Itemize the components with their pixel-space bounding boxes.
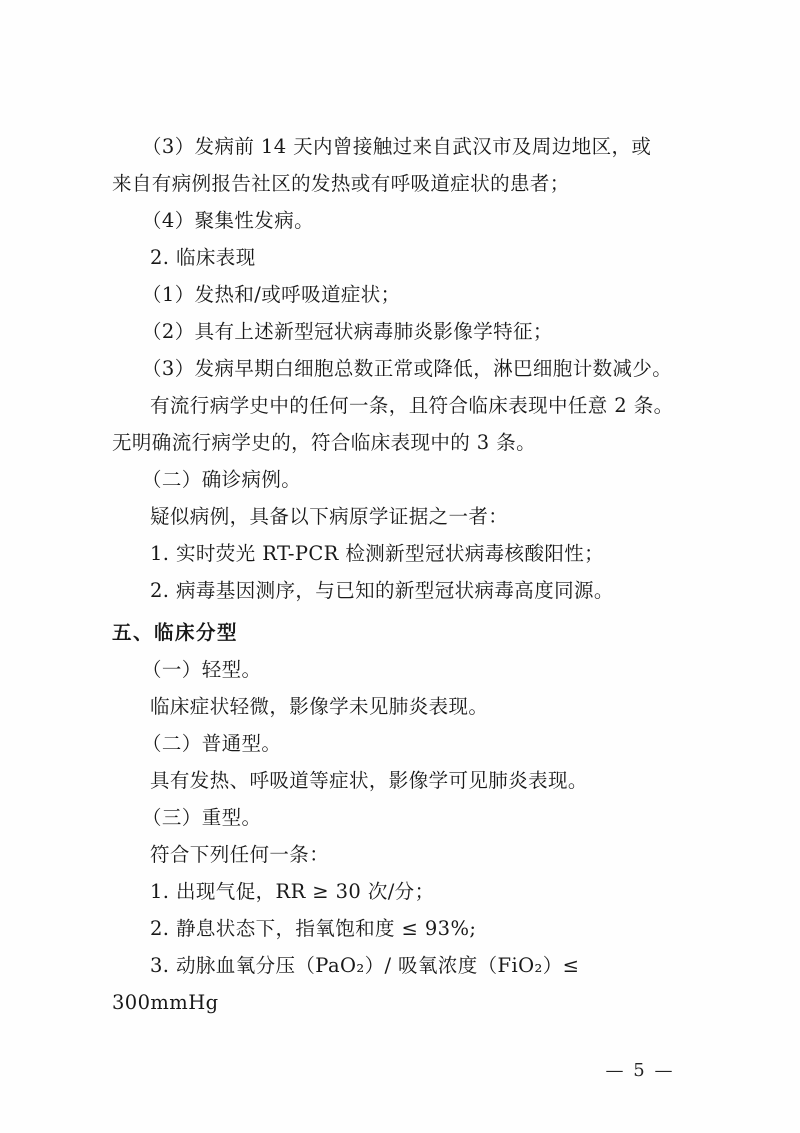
paragraph-line: （二）普通型。 [142, 732, 282, 755]
paragraph-line: 有流行病学史中的任何一条，且符合临床表现中任意 2 条。 [150, 394, 674, 417]
paragraph-line: 2. 临床表现 [150, 246, 256, 269]
paragraph-line: （3）发病前 14 天内曾接触过来自武汉市及周边地区，或 [142, 135, 652, 158]
page-number: — 5 — [605, 1060, 675, 1081]
paragraph-line: （一）轻型。 [142, 658, 262, 681]
paragraph-line: （1）发热和/或呼吸道症状； [142, 283, 401, 306]
paragraph-line: 1. 实时荧光 RT-PCR 检测新型冠状病毒核酸阳性； [150, 542, 605, 565]
paragraph-line: 临床症状轻微，影像学未见肺炎表现。 [150, 695, 489, 718]
paragraph-line: （3）发病早期白细胞总数正常或降低，淋巴细胞计数减少。 [142, 357, 673, 380]
paragraph-line: 来自有病例报告社区的发热或有呼吸道症状的患者； [112, 172, 570, 195]
paragraph-line: （2）具有上述新型冠状病毒肺炎影像学特征； [142, 320, 553, 343]
paragraph-line: 1. 出现气促，RR ≥ 30 次/分； [150, 880, 435, 903]
paragraph-line: 2. 静息状态下，指氧饱和度 ≤ 93%; [150, 917, 477, 940]
section-heading: 五、临床分型 [112, 621, 239, 644]
paragraph-line: 2. 病毒基因测序，与已知的新型冠状病毒高度同源。 [150, 579, 614, 602]
paragraph-line: 疑似病例，具备以下病原学证据之一者： [150, 505, 509, 528]
paragraph-line: 具有发热、呼吸道等症状，影像学可见肺炎表现。 [150, 769, 588, 792]
paragraph-line: 无明确流行病学史的，符合临床表现中的 3 条。 [112, 431, 537, 454]
paragraph-line: 3. 动脉血氧分压（PaO₂）/ 吸氧浓度（FiO₂）≤ 300mmHg [112, 954, 586, 1014]
document-body [112, 128, 692, 1021]
paragraph-line: （三）重型。 [142, 806, 262, 829]
paragraph-line: （4）聚集性发病。 [142, 209, 315, 232]
paragraph-line: （二）确诊病例。 [142, 468, 302, 491]
paragraph-line: 符合下列任何一条： [150, 843, 330, 866]
